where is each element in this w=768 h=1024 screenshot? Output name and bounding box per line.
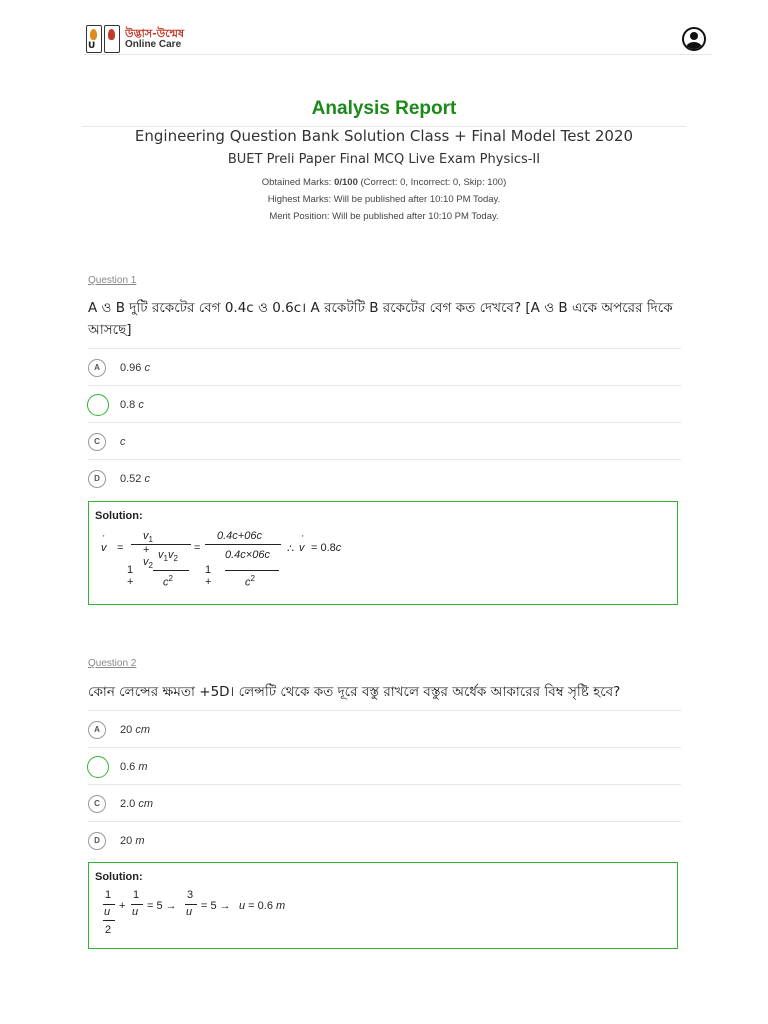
solution-title: Solution: xyxy=(95,871,143,883)
logo-flame-icon xyxy=(104,25,120,53)
option-letter: A xyxy=(88,721,106,739)
option-b-correct[interactable]: 0.8 c xyxy=(88,385,681,423)
question-text: A ও B দুটি রকেটের বেগ 0.4c ও 0.6c। A রকেটটি B রকেটের বেগ কত দেখবে? [A ও B একে অপরের দিকে আসছে] xyxy=(88,300,673,338)
logo-text-top: উদ্ভাস-উন্মেষ xyxy=(125,27,185,40)
option-letter: D xyxy=(88,832,106,850)
solution-box: Solution: ' v = $v_1 + v_2$ $v_1v_2$ 1 + $c^2$ = 0.4c+06c 1 + 0.4c×06c $c^2$ ∴ ' v = 0.8c xyxy=(88,501,678,605)
user-profile-icon[interactable] xyxy=(682,27,706,51)
option-d[interactable]: D 20 m xyxy=(88,821,681,859)
highest-marks: Highest Marks: Will be published after 10:10 PM Today. xyxy=(267,194,501,205)
question-label: Question 2 xyxy=(88,658,137,669)
course-title: Engineering Question Bank Solution Class + Final Model Test 2020 xyxy=(134,127,634,145)
option-letter: A xyxy=(88,359,106,377)
solution-box: Solution: 1 u 2 + 1 u = 5 → 3 u = 5 → u = 0.6 m xyxy=(88,862,678,949)
logo-mark-icon: U xyxy=(86,25,102,53)
exam-title: BUET Preli Paper Final MCQ Live Exam Physics-II xyxy=(227,152,541,167)
question-text: কোন লেন্সের ক্ষমতা +5D। লেন্সটি থেকে কত দূরে বস্তু রাখলে বস্তুর অর্ধেক আকারের বিম্ব সৃষ্টি হবে? xyxy=(88,684,621,700)
option-a[interactable]: A 20 cm xyxy=(88,710,681,748)
site-logo[interactable] xyxy=(86,24,184,54)
option-a[interactable]: A 0.96 c xyxy=(88,348,681,386)
correct-answer-icon xyxy=(87,394,109,416)
top-header xyxy=(84,0,712,55)
option-d[interactable]: D 0.52 c xyxy=(88,459,681,497)
solution-title: Solution: xyxy=(95,510,143,522)
option-c[interactable]: C 2.0 cm xyxy=(88,784,681,822)
option-letter: D xyxy=(88,470,106,488)
question-label: Question 1 xyxy=(88,275,137,286)
obtained-marks: Obtained Marks: 0/100 (Correct: 0, Incorrect: 0, Skip: 100) xyxy=(261,177,507,188)
option-letter: C xyxy=(88,795,106,813)
option-c[interactable]: C c xyxy=(88,422,681,460)
correct-answer-icon xyxy=(87,756,109,778)
merit-position: Merit Position: Will be published after 10:10 PM Today. xyxy=(269,211,499,222)
logo-text-bottom: Online Care xyxy=(125,39,182,50)
option-letter: C xyxy=(88,433,106,451)
page-title: Analysis Report xyxy=(311,98,457,119)
obtained-marks-value: 0/100 xyxy=(334,177,358,188)
option-b-correct[interactable]: 0.6 m xyxy=(88,747,681,785)
